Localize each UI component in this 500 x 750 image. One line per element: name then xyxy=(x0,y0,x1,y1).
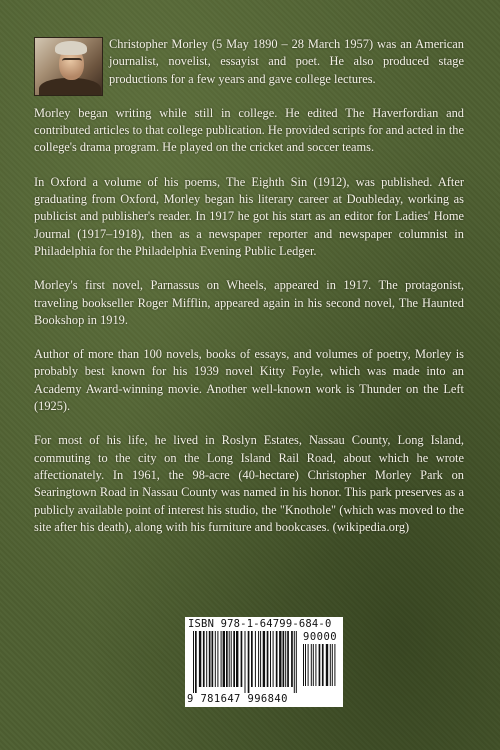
barcode-bar xyxy=(215,631,216,687)
barcode-bar xyxy=(221,631,222,687)
barcode-bar xyxy=(255,631,256,687)
barcode-bar xyxy=(248,631,250,693)
barcode-bar xyxy=(260,631,261,687)
barcode-bar xyxy=(303,644,304,686)
barcode-bar xyxy=(203,631,205,687)
barcode-bar xyxy=(206,631,207,687)
barcode-bar xyxy=(217,631,218,687)
barcode-bar xyxy=(212,631,214,687)
bio-paragraph-5: Author of more than 100 novels, books of essays, and volumes of poetry, Morley is probably best known for his 1939 novel Kitty Foyle, which was made into an Academy Award-winning movie. Another well-known work is Thunder on the Left (1925). xyxy=(34,347,464,414)
barcode-bar xyxy=(223,631,225,687)
ean-barcode-bars xyxy=(193,631,299,693)
bio-paragraph-6: For most of his life, he lived in Roslyn Estates, Nassau County, Long Island, commuting to the city on the Long Island Rail Road, about which he wrote affectionately. In 1961, the 98-acre (40-hectare) Christopher Morley Park on Searingtown Road in Nassau County was named in his honor. This park preserves as a publicly available point of interest his studio, the "Knothole" (which was moved to the site after his death), along with his furniture and bookcases. (wikipedia.org) xyxy=(34,433,464,534)
barcode-bar xyxy=(308,644,309,686)
addon-barcode-bars xyxy=(303,644,339,692)
barcode-bar xyxy=(226,631,228,687)
bio-paragraph-4: Morley's first novel, Parnassus on Wheels, appeared in 1917. The protagonist, traveling bookseller Roger Mifflin, appeared again in his second novel, The Haunted Bookshop in 1919. xyxy=(34,278,464,327)
price-addon-digits: 90000 xyxy=(303,631,338,643)
barcode-bar xyxy=(273,631,274,687)
barcode-bar xyxy=(311,644,312,686)
bio-paragraph-1 xyxy=(34,36,464,88)
barcode-bar xyxy=(199,631,201,687)
barcode-bar xyxy=(313,644,314,686)
barcode-bar xyxy=(319,644,321,686)
barcode-bar xyxy=(322,644,324,686)
barcode-bar xyxy=(332,644,333,686)
barcode-bar xyxy=(296,631,297,693)
barcode-bar xyxy=(330,644,331,686)
barcode-bar xyxy=(294,631,295,693)
barcode-bar xyxy=(231,631,232,687)
bio-paragraph-3: In Oxford a volume of his poems, The Eighth Sin (1912), was published. After graduating from Oxford, Morley began his literary career at Doubleday, working as publicist and publisher's reader. In 1917 he got his start as an editor for Ladies' Home Journal (1917–1918), then as a newspaper reporter and newspaper columnist in Philadelphia for the Philadelphia Evening Public Ledger. xyxy=(34,174,464,258)
bio-paragraph-1-text: Christopher Morley (5 May 1890 – 28 March 1957) was an American journalist, novelist, essayist and poet. He also produced stage productions for a few years and gave college lectures. xyxy=(109,37,464,86)
author-biography xyxy=(34,36,464,553)
barcode-bar xyxy=(279,631,281,687)
isbn-label: ISBN 978-1-64799-684-0 xyxy=(188,618,332,630)
barcode-bar xyxy=(258,631,259,687)
bio-paragraph-2: Morley began writing while still in college. He edited The Haverfordian and contributed articles to that college publication. He provided scripts for and acted in the college's drama program. He played on the cricket and soccer teams. xyxy=(34,105,464,155)
barcode-bar xyxy=(326,644,328,686)
barcode-bar xyxy=(245,631,246,693)
barcode-bar xyxy=(291,631,293,687)
isbn-barcode xyxy=(185,617,343,707)
barcode-bar xyxy=(305,644,306,686)
barcode-bar xyxy=(233,631,235,687)
barcode-bar xyxy=(241,631,243,687)
barcode-bar xyxy=(285,631,286,687)
barcode-bar xyxy=(209,631,211,687)
ean-digits: 9 781647 996840 xyxy=(187,693,288,705)
barcode-bar xyxy=(334,644,335,686)
barcode-bar xyxy=(287,631,289,687)
barcode-bar xyxy=(276,631,278,687)
barcode-bar xyxy=(236,631,238,687)
barcode-bar xyxy=(267,631,269,687)
barcode-bar xyxy=(270,631,271,687)
barcode-bar xyxy=(283,631,285,687)
barcode-bar xyxy=(229,631,230,687)
barcode-bar xyxy=(263,631,265,687)
barcode-bar xyxy=(315,644,316,686)
barcode-bar xyxy=(195,631,197,693)
barcode-bar xyxy=(193,631,194,693)
author-portrait xyxy=(34,37,103,96)
barcode-bar xyxy=(251,631,253,687)
